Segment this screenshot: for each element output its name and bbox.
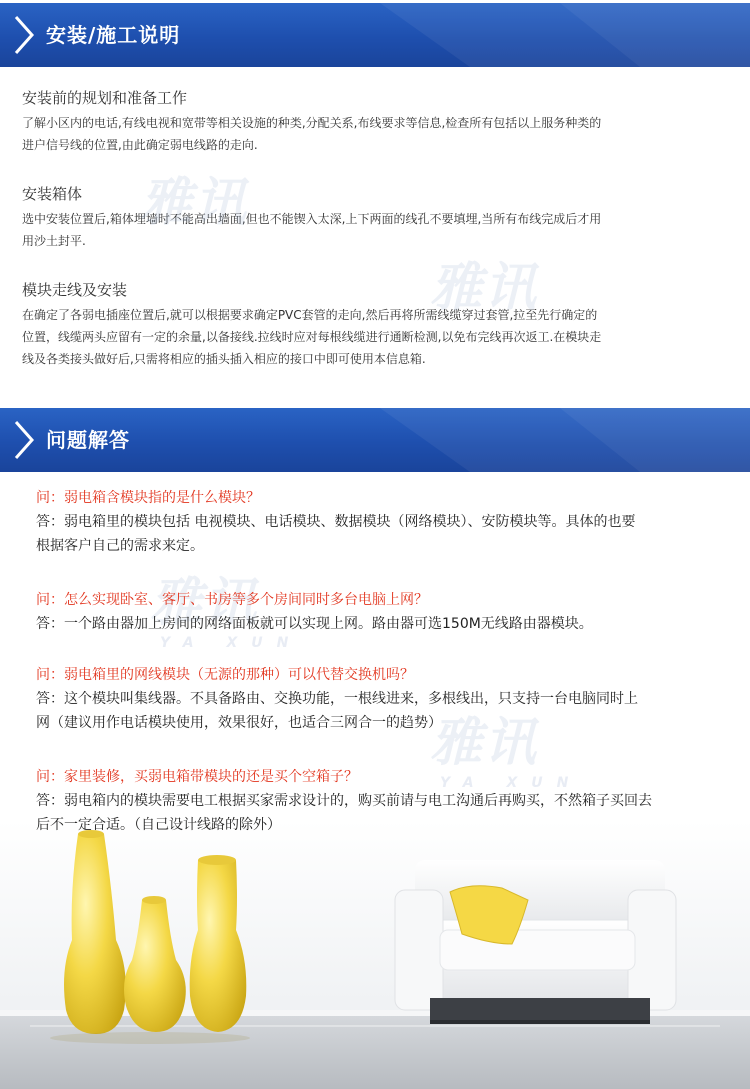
faq-item xyxy=(36,588,736,636)
planning-text: 了解小区内的电话,有线电视和宽带等相关设施的种类,分配关系,布线要求等信息,检查所有包括以上服务种类的 进户信号线的位置,由此确定弱电线路的走向. xyxy=(22,116,602,152)
faq-answer: 网（建议用作电话模块使用，效果很好，也适合三网合一的趋势） xyxy=(36,715,442,731)
faq-item xyxy=(36,663,736,735)
planning-heading: 安装前的规划和准备工作 xyxy=(22,89,188,107)
faq-section-banner xyxy=(0,408,750,472)
faq-item xyxy=(36,765,736,837)
living-room-illustration xyxy=(0,820,750,1089)
faq-answer: 答：这个模块叫集线器。不具备路由、交换功能，一根线进来，多根线出，只支持一台电脑同时上 xyxy=(36,691,638,707)
faq-question: 问：怎么实现卧室、客厅、书房等多个房间同时多台电脑上网？ xyxy=(36,592,428,608)
watermark-logo: 雅讯 xyxy=(140,173,249,233)
chevron-right-icon xyxy=(10,13,38,57)
box-text: 选中安装位置后,箱体埋墙时不能高出墙面,但也不能锲入太深,上下两面的线孔不要填埋,当所有布线完成后才用 用沙土封平. xyxy=(22,212,602,248)
faq-question: 问：弱电箱里的网线模块（无源的那种）可以代替交换机吗？ xyxy=(36,667,414,683)
wiring-text: 在确定了各弱电插座位置后,就可以根据要求确定PVC套管的走向,然后再将所需线缆穿过套管,拉至先行确定的 位置，线缆两头应留有一定的余量,以备接线.拉线时应对每根线缆进行通断检测,以免布完线再次返工.在模块走 线及各类接头做好后,只需将相应的插头插入相应的接口中即可使用本信息箱. xyxy=(22,308,602,366)
faq-item xyxy=(36,486,736,558)
install-section-wiring xyxy=(22,280,730,370)
watermark-logo: 雅讯 YA XUN xyxy=(430,713,583,791)
faq-answer: 答：弱电箱内的模块需要电工根据买家需求设计的，购买前请与电工沟通后再购买，不然箱子买回去 xyxy=(36,793,652,809)
white-sofa xyxy=(395,860,676,1024)
install-section-planning xyxy=(22,88,730,156)
faq-answer: 根据客户自己的需求来定。 xyxy=(36,538,204,554)
faq-answer: 答：弱电箱里的模块包括 电视模块、电话模块、数据模块（网络模块）、安防模块等。具体的也要 xyxy=(36,514,636,530)
faq-banner-title: 问题解答 xyxy=(46,428,130,452)
wiring-heading: 模块走线及安装 xyxy=(22,281,128,299)
watermark-logo: 雅讯 YA XUN xyxy=(150,573,303,651)
faq-answer: 后不一定合适。（自己设计线路的除外） xyxy=(36,817,281,833)
install-section-banner xyxy=(0,3,750,67)
watermark-logo: 雅讯 xyxy=(430,258,539,318)
install-banner-title: 安装/施工说明 xyxy=(46,23,181,47)
install-section-box xyxy=(22,184,730,252)
chevron-right-icon xyxy=(10,418,38,462)
faq-answer: 答：一个路由器加上房间的网络面板就可以实现上网。路由器可选150M无线路由器模块。 xyxy=(36,616,593,632)
faq-question: 问：家里装修，买弱电箱带模块的还是买个空箱子？ xyxy=(36,769,358,785)
box-heading: 安装箱体 xyxy=(22,185,83,203)
faq-question: 问：弱电箱含模块指的是什么模块？ xyxy=(36,490,260,506)
